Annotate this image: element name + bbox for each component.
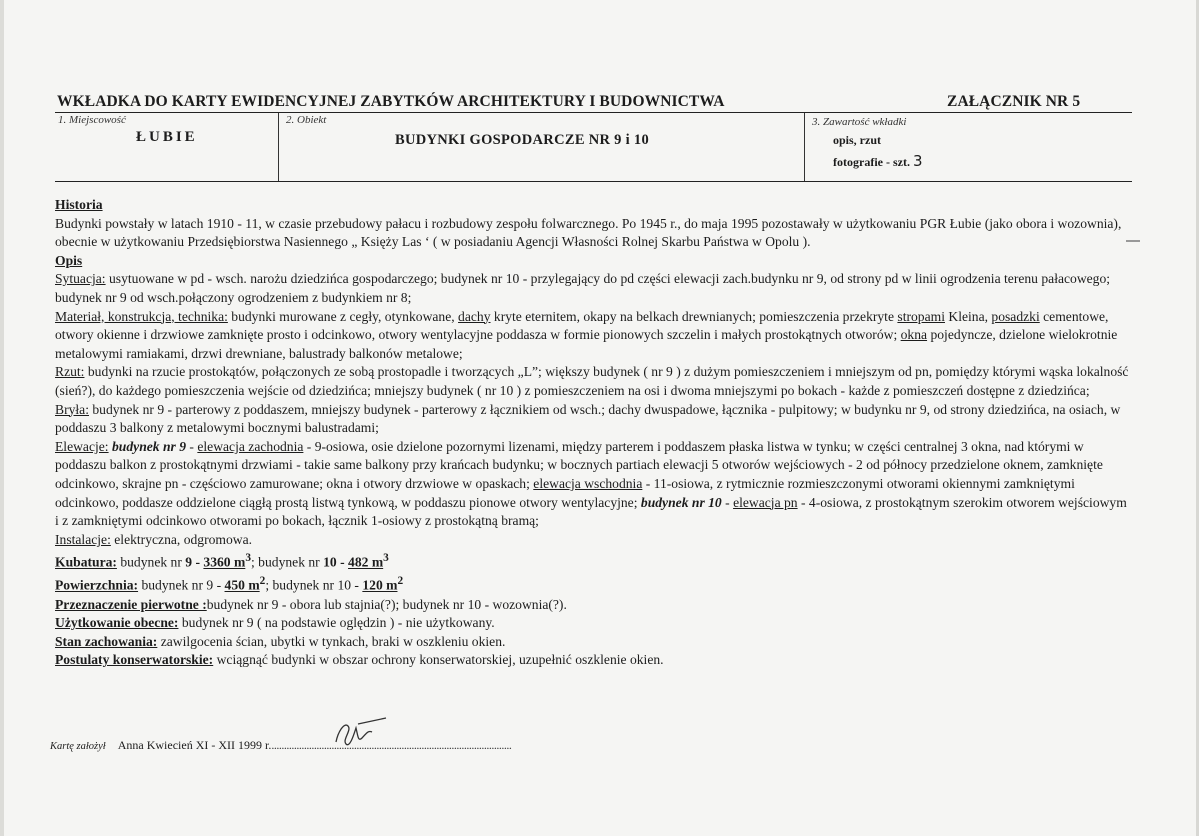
rzut-text: budynki na rzucie prostokątów, połączonych ze sobą prostopadle i tworzących „L”; większy budynek ( nr 9 ) z dużym pomieszczeniem i mniejszym od pn, pomiędzy którymi wąska lokalność (sień?), do każdego pomieszczenia wejście od dziedzińca; mniejszy budynek ( nr 10 ) z pomieszczeniem na osi i dwoma mniejszymi po bokach - każde z pomieszczeń dostępne z dziedzińca; bbox=[55, 364, 1129, 398]
material-dachy: dachy bbox=[458, 308, 491, 324]
contents-line-2 bbox=[833, 152, 923, 170]
sytuacja-label: Sytuacja: bbox=[55, 271, 106, 287]
elewacje-budynek-10: budynek nr 10 bbox=[640, 494, 722, 510]
rzut-label: Rzut: bbox=[55, 364, 85, 380]
powierzchnia-text-2: ; budynek nr 10 - bbox=[265, 577, 363, 593]
uzytkowanie-paragraph bbox=[55, 614, 1130, 633]
object-value: BUDYNKI GOSPODARCZE NR 9 i 10 bbox=[395, 132, 650, 148]
header-divider-1 bbox=[278, 113, 279, 181]
material-text-5: pojedyncze, dzielone wielokrotnie metalowymi ramiakami, drzwi drewniane, balustrady balkonów metalowe; bbox=[55, 327, 1118, 361]
elewacje-text-2: - 11-osiowa, z rytmicznie rozmieszczonymi otworami okiennymi zamkniętymi odcinkowo, poddasze oddzielone ciągłą prostą listwą tynkową, w poddaszu pionowe otwory wentylacyjne; bbox=[55, 475, 1075, 510]
postulaty-paragraph bbox=[55, 651, 1130, 670]
elewacje-dash-2: - bbox=[721, 494, 734, 510]
photos-label: fotografie - szt. bbox=[833, 155, 910, 169]
kubatura-nr-9: 9 - bbox=[185, 554, 204, 570]
przeznaczenie-label: Przeznaczenie pierwotne : bbox=[55, 596, 207, 612]
elewacje-label: Elewacje: bbox=[55, 438, 109, 454]
stan-text: zawilgocenia ścian, ubytki w tynkach, braki w oszkleniu okien. bbox=[157, 633, 506, 649]
header-divider-2 bbox=[804, 113, 805, 181]
material-stropami: stropami bbox=[897, 308, 945, 324]
stan-paragraph bbox=[55, 633, 1130, 652]
instalacje-text: elektryczna, odgromowa. bbox=[110, 531, 253, 547]
material-paragraph bbox=[55, 308, 1130, 364]
elewacje-text-3: - 4-osiowa, z prostokątnym szerokim otworem wejściowym i z zamkniętymi odcinkowo otworami po bokach, łącznik 1-osiowy z prostokątną bramą; bbox=[55, 494, 1127, 529]
document-body bbox=[55, 196, 1130, 670]
photo-count-handwritten: 3 bbox=[912, 152, 923, 170]
postulaty-text: wciągnąć budynki w obszar ochrony konserwatorskiej, uzupełnić oszklenie okien. bbox=[213, 652, 664, 668]
opis-heading: Opis bbox=[55, 252, 83, 268]
sytuacja-text: usytuowane w pd - wsch. narożu dziedzińca gospodarczego; budynek nr 10 - przylegający do pd części elewacji zach.budynku nr 9, od strony pd w linii ogrodzenia terenu pałacowego; budynek nr 9 od wsch.połączony ogrodzeniem z budynkiem nr 8; bbox=[55, 271, 1111, 305]
kubatura-label: Kubatura: bbox=[55, 554, 117, 570]
instalacje-label: Instalacje: bbox=[55, 531, 111, 547]
elewacje-text-1: - 9-osiowa, osie dzielone pozornymi lizenami, między parterem i poddaszem płaska listwa w tynku; w części centralnej 3 okna, nad którymi w poddaszu balkon z prostokątnymi drzwiami - takie same balkony przy krańcach budynku; w bocznych partiach elewacji 5 otworów wejściowych - 2 od północy przedzielone oknem, zamknięte odcinkowo, skrajne pn - częściowo zamurowane; okna i otwory drzwiowe w opaskach; bbox=[55, 438, 1103, 491]
kubatura-value-9: 3360 m bbox=[203, 554, 246, 570]
material-okna: okna bbox=[900, 327, 928, 343]
material-text-2: kryte eternitem, okapy na belkach drewnianych; pomieszczenia przekryte bbox=[490, 308, 898, 324]
bryla-paragraph bbox=[55, 401, 1130, 438]
opis-section bbox=[55, 252, 1130, 271]
historia-paragraph: Budynki powstały w latach 1910 - 11, w czasie przebudowy pałacu i rozbudowy zespołu folwarcznego. Po 1945 r., do maja 1995 pozostawały w użytkowaniu PGR Łubie (jako obora i wozownia), obecnie w użytkowaniu Przedsiębiorstwa Nasiennego „ Księży Las ‘ ( w posiadaniu Agencji Własności Rolnej Skarbu Państwa w Opolu ). bbox=[55, 215, 1122, 250]
elewacje-budynek-9: budynek nr 9 bbox=[112, 438, 187, 454]
material-text-3: Kleina, bbox=[944, 308, 992, 324]
signature-dots: ................................................................................................ bbox=[271, 738, 512, 752]
przeznaczenie-paragraph bbox=[55, 596, 1130, 615]
elewacje-dash-1: - bbox=[186, 438, 198, 454]
author-name: Anna Kwiecień XI - XII 1999 r. bbox=[117, 738, 272, 752]
author-label: Kartę założył bbox=[50, 741, 106, 752]
historia-section bbox=[55, 196, 1130, 215]
uzytkowanie-label: Użytkowanie obecne: bbox=[55, 615, 179, 631]
kubatura-sup-9: 3 bbox=[245, 552, 251, 565]
powierzchnia-sup-10: 2 bbox=[397, 575, 404, 588]
sytuacja-paragraph bbox=[55, 270, 1130, 307]
material-text-1: budynki murowane z cegły, otynkowane, bbox=[227, 308, 459, 324]
stan-label: Stan zachowania: bbox=[55, 633, 158, 649]
material-label: Materiał, konstrukcja, technika: bbox=[55, 308, 228, 324]
powierzchnia-text-1: budynek nr 9 - bbox=[138, 577, 225, 593]
kubatura-text-2: ; budynek nr bbox=[251, 554, 324, 570]
kubatura-text-1: budynek nr bbox=[116, 554, 186, 570]
elewacje-zachodnia: elewacja zachodnia bbox=[197, 438, 304, 454]
title-text: WKŁADKA DO KARTY EWIDENCYJNEJ ZABYTKÓW ARCHITEKTURY I BUDOWNICTWA bbox=[57, 93, 725, 110]
contents-label: 3. Zawartość wkładki bbox=[812, 116, 907, 128]
przeznaczenie-text: budynek nr 9 - obora lub stajnia(?); budynek nr 10 - wozownia(?). bbox=[206, 596, 567, 612]
powierzchnia-value-9: 450 m bbox=[224, 577, 260, 593]
kubatura-value-10: 482 m bbox=[348, 554, 384, 570]
bryla-text: budynek nr 9 - parterowy z poddaszem, mniejszy budynek - parterowy z łącznikiem od wsch.; dachy dwuspadowe, łącznika - pulpitowy; w budynku nr 9, od strony dziedzińca, na osiach, w poddaszu 3 balkony z metalowymi bocznymi balustradami; bbox=[55, 401, 1121, 436]
material-posadzki: posadzki bbox=[991, 308, 1040, 324]
elewacje-wschodnia: elewacja wschodnia bbox=[533, 475, 643, 491]
powierzchnia-value-10: 120 m bbox=[362, 577, 398, 593]
locality-label: 1. Miejscowość bbox=[58, 114, 126, 126]
kubatura-nr-10: 10 - bbox=[323, 554, 349, 570]
scan-edge-left bbox=[0, 0, 4, 836]
attachment-number: ZAŁĄCZNIK NR 5 bbox=[947, 93, 1081, 110]
rzut-paragraph bbox=[55, 363, 1130, 400]
header-rule-bottom bbox=[55, 181, 1132, 182]
object-label: 2. Obiekt bbox=[286, 114, 327, 126]
uzytkowanie-text: budynek nr 9 ( na podstawie oględzin ) - nie użytkowany. bbox=[178, 615, 495, 631]
postulaty-label: Postulaty konserwatorskie: bbox=[55, 652, 214, 668]
kubatura-sup-10: 3 bbox=[383, 552, 389, 565]
contents-line-1: opis, rzut bbox=[833, 133, 881, 147]
kubatura-paragraph bbox=[55, 549, 1130, 572]
instalacje-paragraph bbox=[55, 531, 1130, 550]
material-text-4: cementowe, otwory okienne i drzwiowe zamknięte prosto i odcinkowo, otwory wentylacyjne poddasza w formie pionowych szczelin i małych prostokątnych otworów; bbox=[55, 308, 1109, 343]
locality-value: ŁUBIE bbox=[136, 129, 198, 145]
elewacje-pn: elewacja pn bbox=[733, 494, 798, 510]
powierzchnia-sup-9: 2 bbox=[259, 575, 266, 588]
header-rule-top bbox=[55, 112, 1132, 113]
elewacje-paragraph bbox=[55, 438, 1130, 531]
bryla-label: Bryła: bbox=[55, 401, 89, 417]
powierzchnia-label: Powierzchnia: bbox=[55, 577, 139, 593]
historia-heading: Historia bbox=[55, 197, 103, 212]
handwritten-signature bbox=[328, 712, 388, 752]
powierzchnia-paragraph bbox=[55, 572, 1130, 595]
